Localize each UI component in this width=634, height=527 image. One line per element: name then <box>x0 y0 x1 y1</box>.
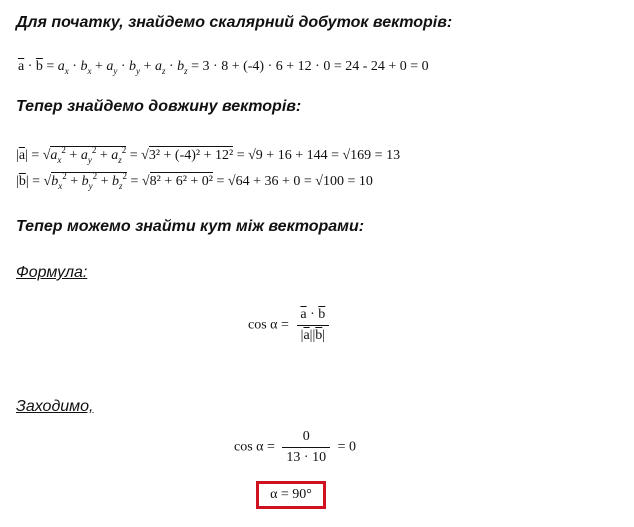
dot-product-equation: $\overline{a} \cdot \overline{b} = a_x \cdot b_x + a_y \cdot b_y + a_z \cdot b_z = 3 \cdot 8 + (-4) \cdot 6 + 12 \cdot 0 = 24 - 24 + 0 = 0$ <box>18 59 429 76</box>
formula-label: Формула: <box>16 264 88 281</box>
cos-result-value: = 0 <box>337 439 356 455</box>
cos-fraction: $\frac{\overline{a} \cdot \overline{b}}{|\overline{a}||\overline{b}|}$ <box>296 308 329 343</box>
dot-product-rhs: = 3 · 8 + (-4) · 6 + 12 · 0 = 24 - 24 + 0 = 0 <box>191 59 429 74</box>
answer-text: α = 90° <box>270 487 312 502</box>
find-label: Заходимо, <box>16 398 94 415</box>
vector-b-symbol: $\overline{b}$ <box>35 59 43 74</box>
answer-box <box>256 481 326 509</box>
heading-angle: Тепер можемо знайти кут між векторами: <box>16 218 365 235</box>
cos-result-denominator: 13 · 10 <box>282 447 330 465</box>
cos-result-numerator: 0 <box>302 429 310 444</box>
length-b-rhs: = √64 + 36 + 0 = √100 = 10 <box>216 174 373 189</box>
length-a-equation: $|\overline{a}| = √a_x^2 + a_y^2 + a_z^2 = √3^2 + (-4)^2 + 12^2 = √9 + 16 + 144 = √169 = 13$ <box>16 145 401 165</box>
cos-label: cos α = <box>248 317 289 333</box>
cos-result <box>234 430 356 465</box>
length-b-equation: $|\overline{b}| = √b_x^2 + b_y^2 + b_z^2 = √8^2 + 6^2 + 0^2 = √64 + 36 + 0 = √100 = 10$ <box>16 171 373 191</box>
heading-dot-product: Для початку, знайдемо скалярний добуток векторів: <box>16 14 453 31</box>
cos-result-fraction <box>282 430 330 465</box>
length-b-numeric: 8² + 6² + 0² <box>149 174 214 189</box>
cos-formula <box>248 308 333 343</box>
cos-result-label: cos α = <box>234 439 275 455</box>
length-a-numeric: 3² + (-4)² + 12² <box>148 148 234 163</box>
length-a-rhs: = √9 + 16 + 144 = √169 = 13 <box>236 148 401 163</box>
heading-lengths: Тепер знайдемо довжину векторів: <box>16 98 302 115</box>
vector-a-symbol: $\overline{a}$ <box>18 59 25 74</box>
